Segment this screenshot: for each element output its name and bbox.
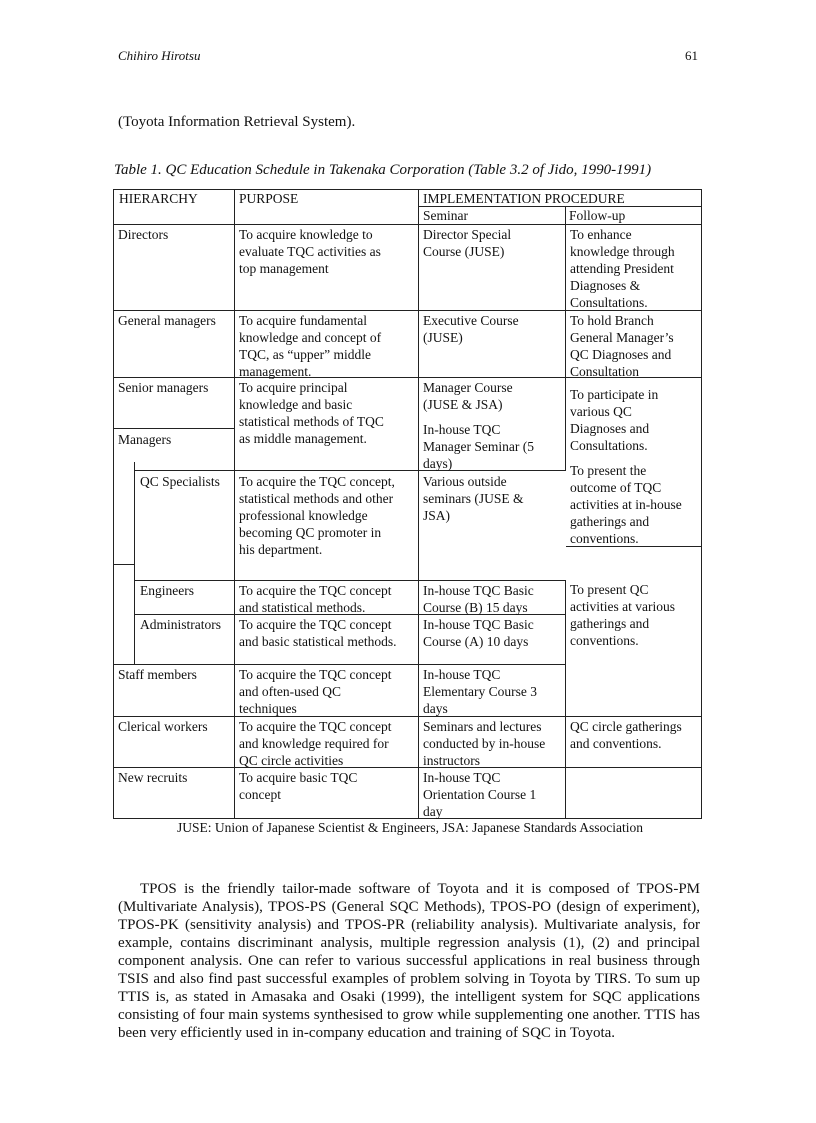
rule xyxy=(113,664,566,665)
followup-qc-specialists: To present the outcome of TQC activities at in-house gatherings and conventions. xyxy=(570,463,682,546)
hierarchy-staff-members: Staff members xyxy=(118,667,197,682)
table-caption: Table 1. QC Education Schedule in Takenaka Corporation (Table 3.2 of Jido, 1990-1991) xyxy=(114,162,652,178)
seminar-staff-members: In-house TQC Elementary Course 3 days xyxy=(423,667,537,716)
hierarchy-general-managers: General managers xyxy=(118,313,216,328)
rule xyxy=(134,580,566,581)
rule xyxy=(113,224,702,225)
intro-line: (Toyota Information Retrieval System). xyxy=(118,114,356,130)
body-paragraph: TPOS is the friendly tailor-made software of Toyota and it is composed of TPOS-PM (Multivariate Analysis), TPOS-PS (General SQC Methods), TPOS-PO (design of experiment), TPOS-PK (sensitivity analysis) and TPOS-PR (reliability analysis). Multivariate analysis, for example, contains discriminant analysis, multiple regression analysis (1), (2) and principal component analysis. One can refer to various successful applications in real business through TSIS and also find past successful examples of problem solving in Toyota by TIRS. To sum up TTIS is, as stated in Amasaka and Osaki (1999), the intelligent system for SQC applications consisting of four main systems synthesised to grow while supplementing one another. TTIS has been very efficiently used in in-company education and training of SQC in Toyota. xyxy=(118,881,700,1041)
hierarchy-qc-specialists: QC Specialists xyxy=(140,474,220,489)
col-header-seminar: Seminar xyxy=(423,208,468,223)
col-header-hierarchy: HIERARCHY xyxy=(119,191,198,206)
col-header-purpose: PURPOSE xyxy=(239,191,299,206)
hierarchy-managers: Managers xyxy=(118,432,172,447)
purpose-administrators: To acquire the TQC concept and basic statistical methods. xyxy=(239,617,397,649)
hierarchy-clerical-workers: Clerical workers xyxy=(118,719,208,734)
rule xyxy=(113,564,135,565)
seminar-new-recruits: In-house TQC Orientation Course 1 day xyxy=(423,770,537,819)
rule xyxy=(113,428,235,429)
seminar-general-managers: Executive Course (JUSE) xyxy=(423,313,519,345)
purpose-middle-management: To acquire principal knowledge and basic statistical methods of TQC as middle management. xyxy=(239,380,384,446)
hierarchy-senior-managers: Senior managers xyxy=(118,380,209,395)
table-footnote: JUSE: Union of Japanese Scientist & Engineers, JSA: Japanese Standards Association xyxy=(176,820,644,835)
hierarchy-directors: Directors xyxy=(118,227,169,242)
purpose-directors: To acquire knowledge to evaluate TQC activities as top management xyxy=(239,227,381,276)
hierarchy-administrators: Administrators xyxy=(140,617,221,632)
rule xyxy=(113,767,702,768)
followup-clerical-workers: QC circle gatherings and conventions. xyxy=(570,719,682,751)
followup-general-managers: To hold Branch General Manager’s QC Diagnoses and Consultation xyxy=(570,313,674,379)
rule xyxy=(234,190,235,819)
page-number: 61 xyxy=(685,48,698,63)
seminar-qc-specialists: Various outside seminars (JUSE & JSA) xyxy=(423,474,524,523)
seminar-directors: Director Special Course (JUSE) xyxy=(423,227,512,259)
rule xyxy=(565,580,566,819)
purpose-qc-specialists: To acquire the TQC concept, statistical methods and other professional knowledge becoming QC promoter in his department. xyxy=(239,474,395,557)
col-header-followup: Follow-up xyxy=(569,208,626,223)
followup-engineers-staff: To present QC activities at various gatherings and conventions. xyxy=(570,582,675,648)
seminar-engineers: In-house TQC Basic Course (B) 15 days xyxy=(423,583,534,615)
purpose-staff-members: To acquire the TQC concept and often-used QC techniques xyxy=(239,667,392,716)
hierarchy-engineers: Engineers xyxy=(140,583,194,598)
seminar-administrators: In-house TQC Basic Course (A) 10 days xyxy=(423,617,534,649)
purpose-clerical-workers: To acquire the TQC concept and knowledge required for QC circle activities xyxy=(239,719,392,768)
seminar-managers: In-house TQC Manager Seminar (5 days) xyxy=(423,422,534,471)
purpose-general-managers: To acquire fundamental knowledge and concept of TQC, as “upper” middle management. xyxy=(239,313,382,379)
purpose-new-recruits: To acquire basic TQC concept xyxy=(239,770,358,802)
seminar-senior-managers: Manager Course (JUSE & JSA) xyxy=(423,380,513,412)
rule xyxy=(134,462,135,664)
followup-directors: To enhance knowledge through attending President Diagnoses & Consultations. xyxy=(570,227,675,310)
rule xyxy=(565,206,566,470)
rule xyxy=(418,190,419,819)
hierarchy-new-recruits: New recruits xyxy=(118,770,188,785)
rule xyxy=(113,716,702,717)
purpose-engineers: To acquire the TQC concept and statistical methods. xyxy=(239,583,392,615)
col-header-implementation: IMPLEMENTATION PROCEDURE xyxy=(423,191,625,206)
running-header-author: Chihiro Hirotsu xyxy=(118,48,201,63)
seminar-clerical-workers: Seminars and lectures conducted by in-house instructors xyxy=(423,719,546,768)
followup-middle-management: To participate in various QC Diagnoses and Consultations. xyxy=(570,387,659,453)
